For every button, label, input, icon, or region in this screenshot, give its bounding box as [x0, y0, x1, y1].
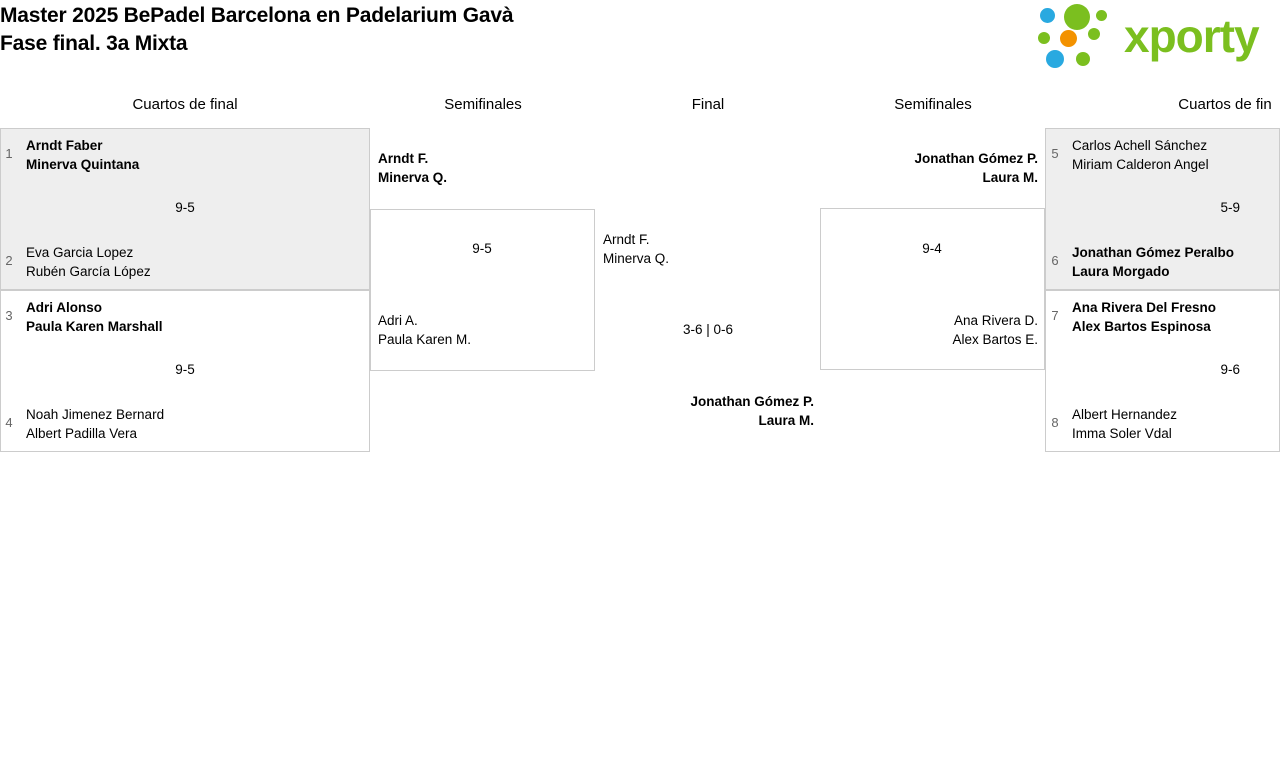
- team-qf2-bottom: [26, 405, 164, 443]
- logo-dot-green-large-icon: [1064, 4, 1090, 30]
- player-name: Noah Jimenez Bernard: [26, 407, 165, 422]
- round-label-final: Final: [691, 96, 725, 113]
- logo-dot-blue-icon: [1040, 8, 1055, 23]
- score-semi-right: 9-4: [922, 241, 942, 256]
- player-name: Eva Garcia Lopez: [26, 245, 134, 260]
- player-name: Arndt Faber: [26, 138, 103, 153]
- team-qf3-bottom: [1072, 243, 1234, 281]
- player-name: Ana Rivera D.: [953, 313, 1038, 328]
- logo-dot-green-left-icon: [1038, 32, 1050, 44]
- player-name: Carlos Achell Sánchez: [1072, 138, 1208, 153]
- seed-8: 8: [1051, 415, 1059, 430]
- team-qf3-top: [1072, 136, 1209, 174]
- round-label-semis-right: Semifinales: [894, 96, 972, 113]
- player-name: Laura Morgado: [1072, 264, 1170, 279]
- team-semi-right-top: [792, 149, 1038, 187]
- team-final-champion: [548, 392, 814, 430]
- title-line-2: Fase final. 3a Mixta: [0, 32, 188, 55]
- player-name: Arndt F.: [378, 151, 429, 166]
- player-name: Miriam Calderon Angel: [1072, 157, 1209, 172]
- team-semi-left-top: [378, 149, 447, 187]
- player-name: Albert Padilla Vera: [26, 426, 138, 441]
- team-semi-right-bottom: [792, 311, 1038, 349]
- player-name: Minerva Quintana: [26, 157, 140, 172]
- team-qf1-top: [26, 136, 139, 174]
- player-name: Jonathan Gómez P.: [914, 151, 1038, 166]
- team-qf4-bottom: [1072, 405, 1177, 443]
- team-qf4-top: [1072, 298, 1216, 336]
- logo-dot-green-small-icon: [1096, 10, 1107, 21]
- player-name: Laura M.: [758, 413, 814, 428]
- team-semi-left-bottom: [378, 311, 471, 349]
- player-name: Paula Karen Marshall: [26, 319, 163, 334]
- seed-2: 2: [5, 253, 13, 268]
- score-qf2: 9-5: [175, 362, 195, 377]
- player-name: Alex Bartos E.: [952, 332, 1038, 347]
- seed-6: 6: [1051, 253, 1059, 268]
- player-name: Imma Soler Vdal: [1072, 426, 1172, 441]
- team-final-left: [603, 230, 669, 268]
- score-qf3: 5-9: [1220, 200, 1240, 215]
- xporty-logo: [1032, 4, 1272, 68]
- player-name: Adri A.: [378, 313, 418, 328]
- seed-5: 5: [1051, 146, 1059, 161]
- title-line-1: Master 2025 BePadel Barcelona en Padelarium Gavà: [0, 4, 514, 27]
- player-name: Alex Bartos Espinosa: [1072, 319, 1211, 334]
- page-title: [0, 2, 900, 58]
- score-qf4: 9-6: [1220, 362, 1240, 377]
- seed-4: 4: [5, 415, 13, 430]
- score-semi-left: 9-5: [472, 241, 492, 256]
- player-name: Minerva Q.: [378, 170, 448, 185]
- player-name: Jonathan Gómez P.: [690, 394, 814, 409]
- seed-7: 7: [1051, 308, 1059, 323]
- team-qf2-top: [26, 298, 163, 336]
- round-label-semis-left: Semifinales: [444, 96, 522, 113]
- seed-1: 1: [5, 146, 13, 161]
- logo-dot-orange-icon: [1060, 30, 1077, 47]
- player-name: Jonathan Gómez Peralbo: [1072, 245, 1235, 260]
- player-name: Rubén García López: [26, 264, 151, 279]
- player-name: Minerva Q.: [603, 251, 670, 266]
- player-name: Ana Rivera Del Fresno: [1072, 300, 1217, 315]
- logo-dot-green-bottom-icon: [1076, 52, 1090, 66]
- round-label-quarters-right: Cuartos de fin: [1178, 96, 1272, 113]
- logo-dot-blue-bottom-icon: [1046, 50, 1064, 68]
- player-name: Laura M.: [982, 170, 1038, 185]
- player-name: Albert Hernandez: [1072, 407, 1178, 422]
- logo-dot-green-mid-icon: [1088, 28, 1100, 40]
- logo-wordmark: xporty: [1124, 10, 1259, 62]
- round-label-quarters-left: Cuartos de final: [132, 96, 238, 113]
- score-qf1: 9-5: [175, 200, 195, 215]
- seed-3: 3: [5, 308, 13, 323]
- player-name: Adri Alonso: [26, 300, 102, 315]
- team-qf1-bottom: [26, 243, 151, 281]
- score-final: 3-6 | 0-6: [682, 322, 734, 337]
- player-name: Paula Karen M.: [378, 332, 472, 347]
- player-name: Arndt F.: [603, 232, 650, 247]
